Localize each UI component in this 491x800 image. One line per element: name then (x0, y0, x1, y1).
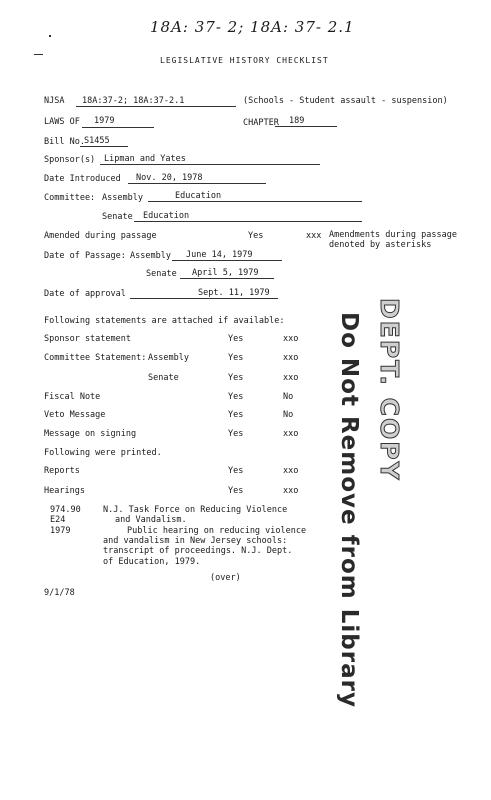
committee-senate-value: Education (143, 211, 190, 221)
sponsor-label: Sponsor(s) (44, 155, 96, 165)
amended-yes: Yes (248, 231, 264, 241)
bill-underline (80, 146, 128, 147)
dept-copy-stamp: DEPT. COPY (375, 298, 404, 482)
date-introduced-underline (128, 183, 266, 184)
passage-assembly-value: June 14, 1979 (186, 250, 253, 260)
statement-yes: Yes (228, 392, 244, 402)
amended-note-2: denoted by asterisks (329, 240, 432, 250)
njsa-description: (Schools - Student assault - suspension) (243, 96, 448, 106)
njsa-value: 18A:37-2; 18A:37-2.1 (82, 96, 185, 106)
statement-label: Fiscal Note (44, 392, 101, 402)
bill-label: Bill No. (44, 137, 85, 147)
citation-line: and vandalism in New Jersey schools: (103, 536, 288, 546)
citation-line: and Vandalism. (115, 515, 187, 525)
passage-label: Date of Passage: (44, 251, 126, 261)
committee-assembly-value: Education (175, 191, 222, 201)
printed-label: Reports (44, 466, 80, 476)
citation-line: of Education, 1979. (103, 557, 201, 567)
citation-line: Public hearing on reducing violence (127, 526, 307, 536)
committee-senate-underline (134, 221, 362, 222)
call-number-line-3: 1979 (50, 526, 71, 536)
amended-note-1: Amendments during passage (329, 230, 457, 240)
call-number-line-2: E24 (50, 515, 66, 525)
printed-yes: Yes (228, 486, 244, 496)
committee-senate-label: Senate (102, 212, 133, 222)
approval-value: Sept. 11, 1979 (198, 288, 270, 298)
statement-label: Message on signing (44, 429, 137, 439)
statement-no: No (283, 410, 294, 420)
chapter-label: CHAPTER (243, 118, 279, 128)
committee-assembly-underline (148, 201, 362, 202)
approval-underline (130, 298, 278, 299)
statement-yes: Yes (228, 373, 244, 383)
date-introduced-label: Date Introduced (44, 174, 121, 184)
margin-mark (34, 54, 43, 55)
passage-assembly-label: Assembly (130, 251, 171, 261)
statement-no: xxo (283, 334, 299, 344)
statement-no: xxo (283, 373, 299, 383)
printed-no: xxo (283, 486, 299, 496)
call-number-line-1: 974.90 (50, 505, 81, 515)
chapter-value: 189 (289, 116, 305, 126)
statement-no: xxo (283, 429, 299, 439)
statement-label: Veto Message (44, 410, 106, 420)
statement-yes: Yes (228, 334, 244, 344)
chapter-underline (275, 126, 337, 127)
attached-heading: Following statements are attached if available: (44, 316, 285, 326)
njsa-label: NJSA (44, 96, 65, 106)
date-introduced-value: Nov. 20, 1978 (136, 173, 203, 183)
over-note: (over) (210, 573, 241, 583)
statement-sublabel: Senate (148, 373, 179, 383)
statement-label: Sponsor statement (44, 334, 131, 344)
handwritten-statute-numbers: 18A: 37- 2; 18A: 37- 2.1 (150, 18, 355, 36)
approval-label: Date of approval (44, 289, 126, 299)
njsa-underline (76, 106, 236, 107)
passage-senate-label: Senate (146, 269, 177, 279)
citation-line: N.J. Task Force on Reducing Violence (103, 505, 288, 515)
statement-yes: Yes (228, 429, 244, 439)
statement-label: Committee Statement: (44, 353, 147, 363)
footer-date: 9/1/78 (44, 588, 75, 598)
passage-assembly-underline (172, 260, 282, 261)
library-stamp: Do Not Remove from Library (336, 312, 362, 708)
sponsor-underline (100, 164, 320, 165)
printed-no: xxo (283, 466, 299, 476)
amended-no-mark: xxx (306, 231, 322, 241)
committee-assembly-label: Assembly (102, 193, 143, 203)
statement-no: xxo (283, 353, 299, 363)
laws-label: LAWS OF (44, 117, 80, 127)
statement-yes: Yes (228, 410, 244, 420)
printed-heading: Following were printed. (44, 448, 162, 458)
passage-senate-value: April 5, 1979 (192, 268, 259, 278)
citation-line: transcript of proceedings. N.J. Dept. (103, 546, 293, 556)
statement-yes: Yes (228, 353, 244, 363)
committee-label: Committee: (44, 193, 96, 203)
passage-senate-underline (180, 278, 274, 279)
printed-label: Hearings (44, 486, 85, 496)
sponsor-value: Lipman and Yates (104, 154, 186, 164)
margin-dot (49, 35, 51, 37)
statement-sublabel: Assembly (148, 353, 189, 363)
laws-value: 1979 (94, 116, 115, 126)
statement-no: No (283, 392, 294, 402)
bill-value: S1455 (84, 136, 110, 146)
laws-underline (82, 127, 154, 128)
printed-yes: Yes (228, 466, 244, 476)
page-title: LEGISLATIVE HISTORY CHECKLIST (160, 56, 329, 65)
amended-label: Amended during passage (44, 231, 157, 241)
